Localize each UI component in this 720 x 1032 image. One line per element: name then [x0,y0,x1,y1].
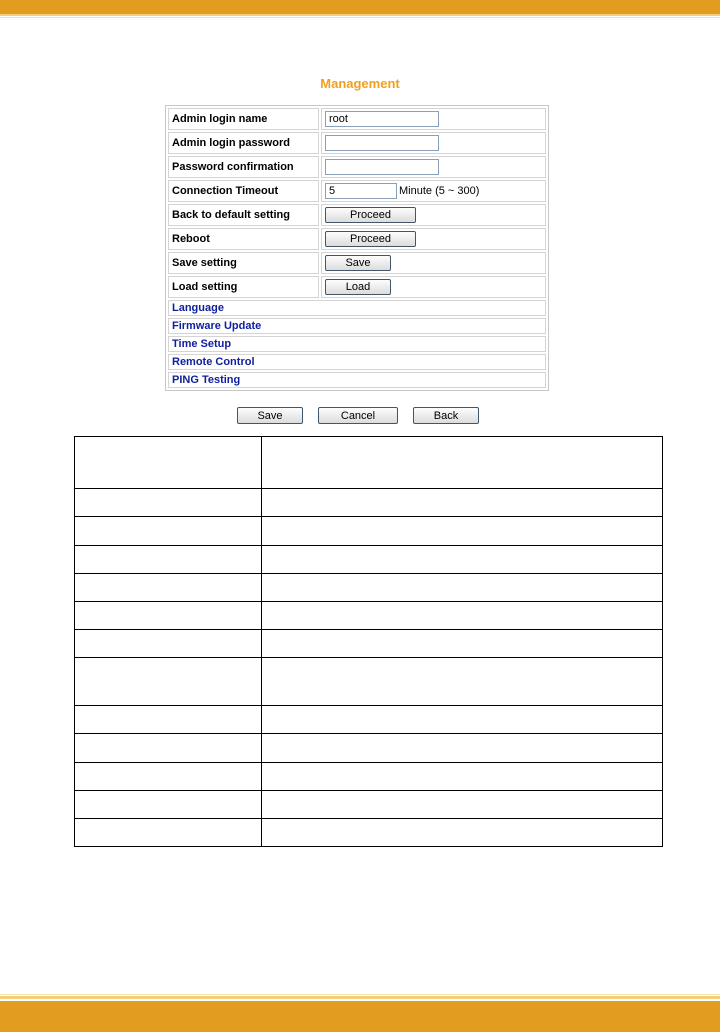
table-row [75,437,663,489]
row-firmware-update [168,318,546,334]
password-confirmation-input[interactable] [325,159,439,175]
reboot-proceed-button[interactable]: Proceed [325,231,416,247]
table-row [75,819,663,847]
row-ping-testing [168,372,546,388]
remote-control-link[interactable]: Remote Control [168,354,546,370]
connection-timeout-unit: Minute (5 ~ 300) [399,184,480,197]
ping-testing-link[interactable]: PING Testing [168,372,546,388]
row-remote-control [168,354,546,370]
row-connection-timeout [168,180,546,202]
row-time-setup [168,336,546,352]
connection-timeout-label: Connection Timeout [168,180,319,202]
row-reboot [168,228,546,250]
admin-login-password-label: Admin login password [168,132,319,154]
table-row [75,489,663,517]
save-button[interactable]: Save [237,407,303,424]
admin-login-password-input[interactable] [325,135,439,151]
language-link[interactable]: Language [168,300,546,316]
bottom-decor-line-thin [0,994,720,995]
table-row [75,546,663,574]
top-decor-line-thin [0,17,720,18]
table-row [75,658,663,706]
reboot-label: Reboot [168,228,319,250]
load-setting-button[interactable]: Load [325,279,391,295]
firmware-update-link[interactable]: Firmware Update [168,318,546,334]
blank-description-table [74,436,663,847]
row-back-to-default [168,204,546,226]
password-confirmation-label: Password confirmation [168,156,319,178]
back-to-default-label: Back to default setting [168,204,319,226]
back-button[interactable]: Back [413,407,479,424]
table-row [75,574,663,602]
table-row [75,517,663,546]
row-password-confirmation [168,156,546,178]
time-setup-link[interactable]: Time Setup [168,336,546,352]
connection-timeout-input[interactable] [325,183,397,199]
page-title: Management [320,76,400,91]
save-setting-label: Save setting [168,252,319,274]
table-row [75,706,663,734]
top-decor-line [0,14,720,16]
load-setting-label: Load setting [168,276,319,298]
row-admin-login-password [168,132,546,154]
row-save-setting [168,252,546,274]
row-language [168,300,546,316]
save-setting-button[interactable]: Save [325,255,391,271]
table-row [75,763,663,791]
management-table [165,105,549,391]
row-admin-login-name [168,108,546,130]
admin-login-name-label: Admin login name [168,108,319,130]
table-row [75,734,663,763]
cancel-button[interactable]: Cancel [318,407,398,424]
top-decor-band [0,0,720,14]
back-to-default-proceed-button[interactable]: Proceed [325,207,416,223]
table-row [75,630,663,658]
table-row [75,791,663,819]
bottom-decor-band [0,1001,720,1032]
admin-login-name-input[interactable] [325,111,439,127]
table-row [75,602,663,630]
bottom-decor-line [0,996,720,999]
row-load-setting [168,276,546,298]
